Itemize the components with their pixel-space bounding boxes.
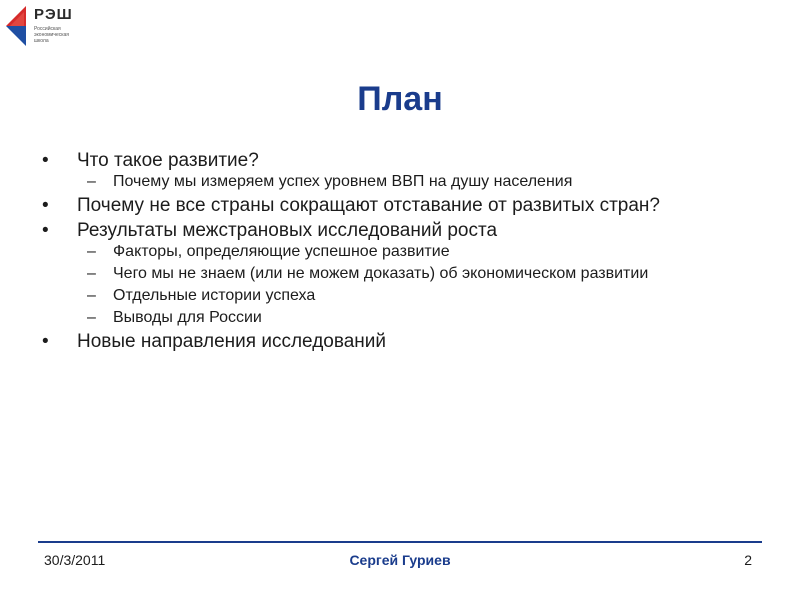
logo-name: РЭШ [34, 6, 73, 23]
logo-subtitle-line: экономическая [34, 32, 70, 38]
sub-list [77, 243, 740, 327]
sub-item-text: Почему мы измеряем успех уровнем ВВП на душу населения [113, 173, 573, 190]
logo-subtitle-line: школа [34, 38, 49, 44]
footer-author: Сергей Гуриев [349, 552, 451, 568]
nes-logo [4, 4, 94, 50]
bullet-icon: • [42, 195, 49, 216]
footer-divider [38, 541, 762, 543]
bullet-icon: • [42, 331, 49, 352]
footer-date: 30/3/2011 [44, 552, 106, 568]
outline-item-text: Результаты межстрановых исследований роста [77, 220, 498, 241]
sub-item [77, 265, 740, 283]
sub-item-text: Отдельные истории успеха [113, 287, 316, 304]
page-number: 2 [744, 552, 752, 568]
sub-item [77, 243, 740, 261]
sub-item-text: Выводы для России [113, 309, 262, 326]
outline-item [40, 331, 740, 352]
logo-mark-icon [4, 4, 34, 48]
dash-icon: – [87, 309, 96, 326]
dash-icon: – [87, 173, 96, 190]
outline-item-text: Что такое развитие? [77, 150, 259, 171]
slide-title: План [357, 80, 443, 118]
sub-item [77, 309, 740, 327]
sub-item-text: Чего мы не знаем (или не можем доказать) об экономическом развитии [113, 265, 649, 282]
dash-icon: – [87, 265, 96, 282]
sub-item-text: Факторы, определяющие успешное развитие [113, 243, 450, 260]
logo-subtitle [34, 26, 94, 44]
outline-list [40, 150, 740, 356]
logo-subtitle-line: Российская [34, 26, 61, 32]
outline-item-text: Почему не все страны сокращают отставание от развитых стран? [77, 195, 660, 216]
dash-icon: – [87, 243, 96, 260]
dash-icon: – [87, 287, 96, 304]
outline-item [40, 150, 740, 191]
sub-item [77, 287, 740, 305]
outline-item-text: Новые направления исследований [77, 331, 387, 352]
bullet-icon: • [42, 220, 49, 241]
sub-list [77, 173, 740, 191]
outline-item [40, 195, 740, 216]
sub-item [77, 173, 740, 191]
bullet-icon: • [42, 150, 49, 171]
outline-item [40, 220, 740, 327]
